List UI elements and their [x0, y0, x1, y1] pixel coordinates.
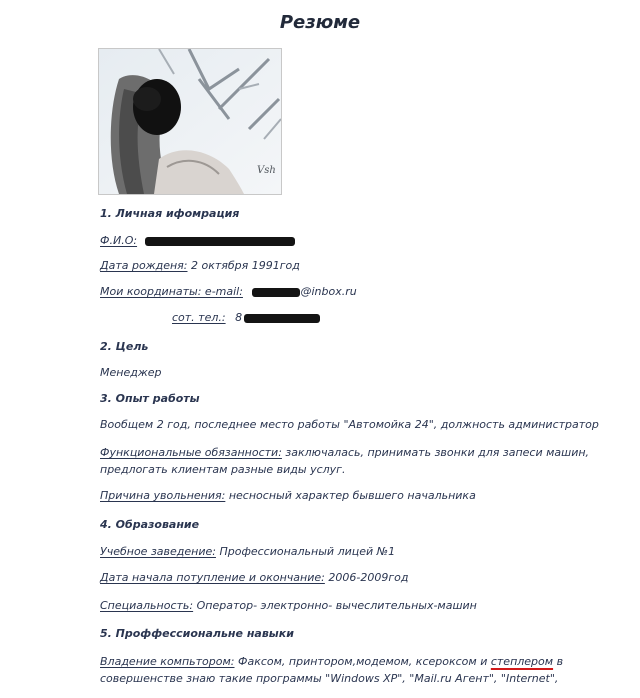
phone-row	[172, 311, 320, 324]
school-label: Учебное заведение:	[100, 545, 216, 558]
dates-label: Дата начала потупление и окончание:	[100, 571, 325, 584]
pc-skills-line-2: совершенстве знаю такие программы "Windows XP", "Mail.ru Агент", "Internet",	[100, 672, 559, 685]
school-row	[100, 545, 395, 558]
photo-watermark: Vsh	[257, 165, 276, 176]
dates-value: 2006-2009год	[324, 571, 409, 584]
duties-row	[100, 446, 589, 459]
contacts-label: Мои координаты: e-mail:	[100, 285, 243, 298]
section-experience-heading: 3. Опыт работы	[100, 392, 200, 405]
pc-skills-row	[100, 655, 563, 668]
goal-value: Менеджер	[100, 366, 162, 379]
reason-text: несносный характер бывшего начальника	[225, 489, 476, 502]
redacted-email	[252, 288, 300, 297]
fio-row	[100, 234, 295, 247]
pc-skills-text-end: в	[553, 655, 564, 668]
duties-text: заключалась, принимать звонки для запеси машин,	[281, 446, 590, 459]
birth-row	[100, 259, 300, 272]
reason-label: Причина увольнения:	[100, 489, 226, 502]
specialty-row	[100, 599, 477, 612]
birth-label: Дата рожденя:	[100, 259, 188, 272]
redacted-name	[145, 237, 295, 246]
duties-text-2: предлогать клиентам разные виды услуг.	[100, 463, 346, 476]
section-education-heading: 4. Образование	[100, 518, 200, 531]
page-title: Резюме	[279, 12, 361, 33]
fio-label: Ф.И.О:	[100, 234, 138, 247]
profile-photo	[98, 48, 282, 195]
birth-value: 2 октября 1991год	[187, 259, 300, 272]
pc-skills-text: Факсом, принтором,модемом, ксероксом и	[234, 655, 491, 668]
specialty-label: Специальность:	[100, 599, 194, 612]
experience-line: Вообщем 2 год, последнее место работы "Автомойка 24", должность администратор	[100, 418, 599, 431]
section-skills-heading: 5. Проффессиональне навыки	[100, 627, 294, 640]
section-personal-heading: 1. Личная ифомрация	[100, 207, 240, 220]
school-value: Профессиональный лицей №1	[215, 545, 396, 558]
redacted-phone	[244, 314, 320, 323]
photo-image	[99, 49, 281, 194]
reason-row	[100, 489, 476, 502]
section-goal-heading: 2. Цель	[100, 340, 149, 353]
specialty-value: Оператор- электронно- вычеслительных-машин	[193, 599, 477, 612]
phone-prefix: 8	[235, 311, 243, 324]
duties-label: Функциональные обязанности:	[100, 446, 282, 459]
contacts-row	[100, 285, 357, 298]
email-domain: @inbox.ru	[300, 285, 357, 298]
dates-row	[100, 571, 408, 584]
pc-skills-label: Владение компьтором:	[100, 655, 235, 668]
spellcheck-word: степлером	[490, 655, 554, 668]
phone-label: сот. тел.:	[172, 311, 226, 324]
